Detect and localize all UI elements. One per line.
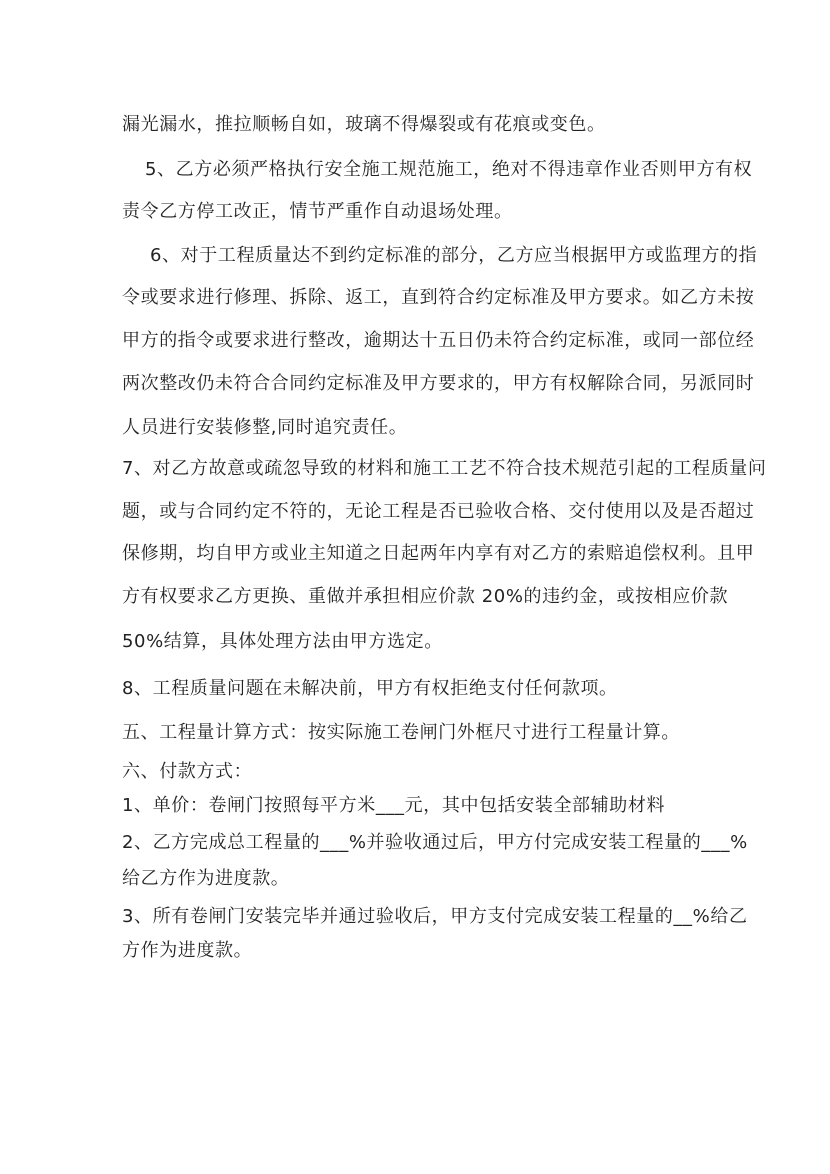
text-line: 8、工程质量问题在未解决前，甲方有权拒绝支付任何款项。 <box>122 678 618 699</box>
text-line: 令或要求进行修理、拆除、返工，直到符合约定标准及甲方要求。如乙方未按 <box>122 287 755 308</box>
text-line: 2、乙方完成总工程量的___%并验收通过后，甲方付完成安装工程量的___% <box>122 832 748 853</box>
text-line: 给乙方作为进度款。 <box>122 868 290 889</box>
text-line: 五、工程量计算方式：按实际施工卷闸门外框尺寸进行工程量计算。 <box>122 722 680 743</box>
text-line: 六、付款方式： <box>122 761 253 782</box>
text-line: 7、对乙方故意或疏忽导致的材料和施工工艺不符合技术规范引起的工程质量问 <box>122 458 767 479</box>
text-line: 方有权要求乙方更换、重做并承担相应价款 20%的违约金，或按相应价款 <box>122 586 729 607</box>
text-line: 3、所有卷闸门安装完毕并通过验收后，甲方支付完成安装工程量的__%给乙 <box>122 906 748 927</box>
text-line: 保修期，均自甲方或业主知道之日起两年内享有对乙方的索赔追偿权利。且甲 <box>122 543 755 564</box>
text-line: 责令乙方停工改正，情节严重作自动退场处理。 <box>122 201 513 222</box>
text-line: 50%结算，具体处理方法由甲方选定。 <box>122 631 443 652</box>
text-line: 甲方的指令或要求进行整改，逾期达十五日仍未符合约定标准，或同一部位经 <box>122 330 755 351</box>
text-line: 漏光漏水，推拉顺畅自如，玻璃不得爆裂或有花痕或变色。 <box>122 114 606 135</box>
text-line: 人员进行安装修整,同时追究责任。 <box>122 417 408 438</box>
text-line: 6、对于工程质量达不到约定标准的部分，乙方应当根据甲方或监理方的指 <box>150 245 758 266</box>
text-line: 方作为进度款。 <box>122 940 253 961</box>
text-line: 两次整改仍未符合合同约定标准及甲方要求的，甲方有权解除合同，另派同时 <box>122 373 755 394</box>
text-line: 5、乙方必须严格执行安全施工规范施工，绝对不得违章作业否则甲方有权 <box>145 159 753 180</box>
text-line: 题，或与合同约定不符的，无论工程是否已验收合格、交付使用以及是否超过 <box>122 501 755 522</box>
text-line: 1、单价：卷闸门按照每平方米___元，其中包括安装全部辅助材料 <box>122 795 666 816</box>
